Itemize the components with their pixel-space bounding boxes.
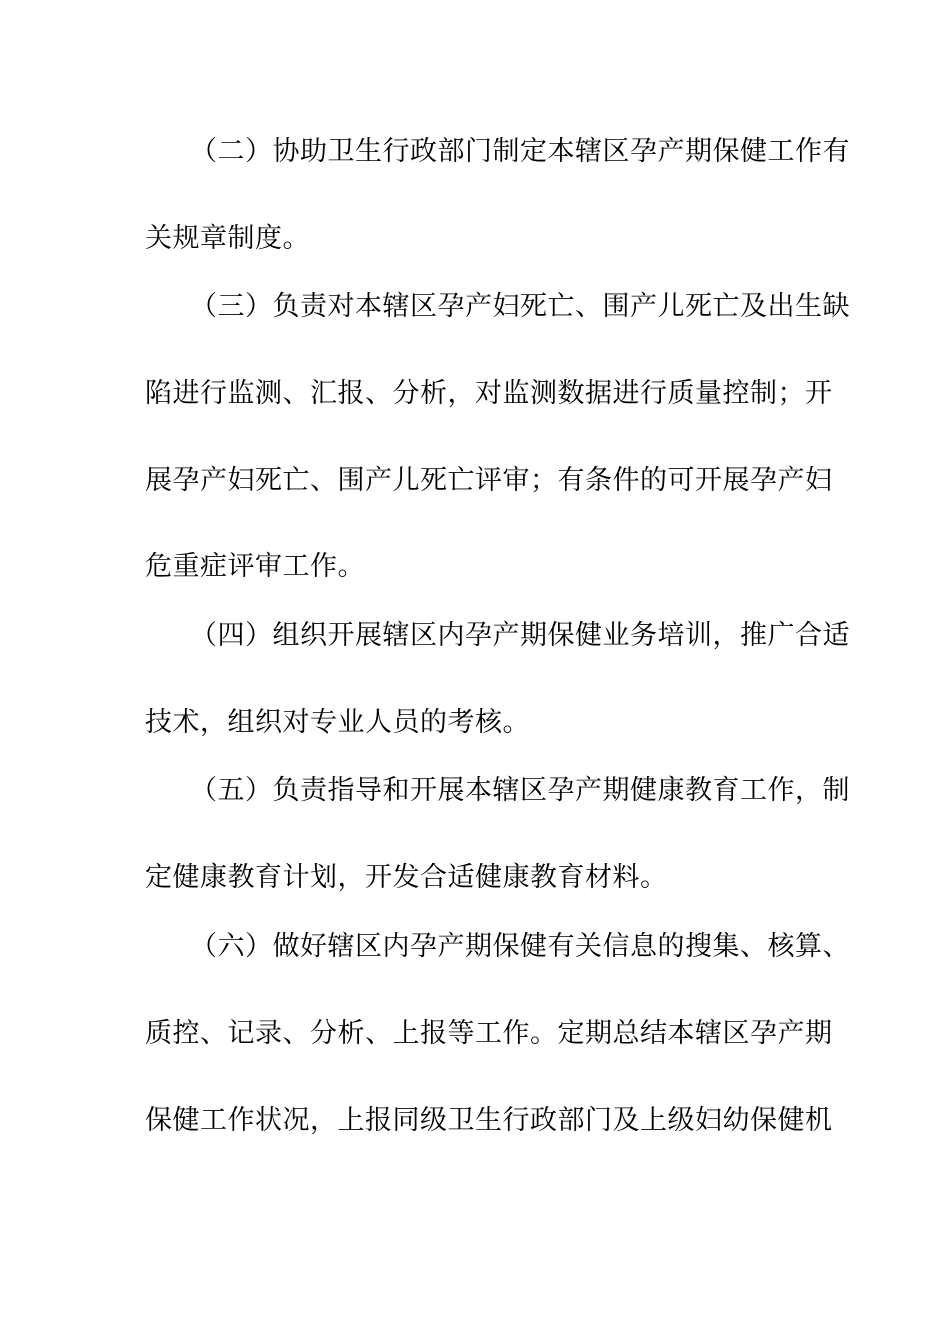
paragraph-2-line-2: 关规章制度。 <box>145 223 310 254</box>
paragraph-4-line-2: 技术，组织对专业人员的考核。 <box>145 707 530 738</box>
paragraph-5-line-2: 定健康教育计划，开发合适健康教育材料。 <box>145 862 668 893</box>
paragraph-6-line-1: （六）做好辖区内孕产期保健有关信息的搜集、核算、 <box>190 931 850 962</box>
paragraph-6-line-3: 保健工作状况，上报同级卫生行政部门及上级妇幼保健机 <box>145 1105 833 1136</box>
paragraph-4-line-1: （四）组织开展辖区内孕产期保健业务培训，推广合适 <box>190 620 850 651</box>
paragraph-3-line-2: 陷进行监测、汇报、分析，对监测数据进行质量控制；开 <box>145 378 833 409</box>
paragraph-3-line-1: （三）负责对本辖区孕产妇死亡、围产儿死亡及出生缺 <box>190 291 850 322</box>
paragraph-3-line-4: 危重症评审工作。 <box>145 551 365 582</box>
paragraph-5-line-1: （五）负责指导和开展本辖区孕产期健康教育工作，制 <box>190 775 850 806</box>
paragraph-2-line-1: （二）协助卫生行政部门制定本辖区孕产期保健工作有 <box>190 136 850 167</box>
paragraph-6-line-2: 质控、记录、分析、上报等工作。定期总结本辖区孕产期 <box>145 1018 833 1049</box>
paragraph-3-line-3: 展孕产妇死亡、围产儿死亡评审；有条件的可开展孕产妇 <box>145 465 833 496</box>
